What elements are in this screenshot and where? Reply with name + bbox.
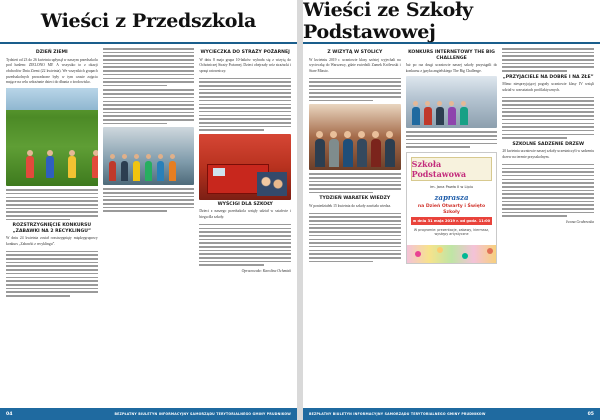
section-title-wyscigi: WYŚCIGI DLA SZKOŁY (217, 201, 273, 207)
text-rozstrzygniecie: W dniu 24 kwietnia został rozstrzygnięty międzygrupowy konkurs „Zabawki z recyklingu”. (6, 236, 98, 246)
left-columns (6, 48, 291, 404)
right-page-title: Wieści ze Szkoły Podstawowej (303, 0, 473, 43)
right-masthead (303, 0, 600, 44)
text-block (502, 48, 594, 72)
text-block (103, 48, 195, 86)
section-title-rozstrzygniecie: ROZSTRZYGNIĘCIE KONKURSU „ZABAWKI NA 2 RECYKLINGU” (12, 223, 92, 234)
text-block (103, 89, 195, 124)
photo-fire-truck (199, 134, 291, 200)
left-masthead (0, 0, 297, 44)
text-block (309, 78, 401, 102)
left-col-1 (6, 48, 98, 404)
poster-school-name: Szkoła Podstawowa (411, 158, 467, 179)
text-block (309, 173, 401, 193)
poster-invite: zaprasza (434, 192, 469, 202)
right-footer (303, 408, 600, 420)
section-title-wizyta: Z WIZYTĄ W STOLICY (327, 50, 383, 55)
left-col-2 (103, 48, 195, 404)
footer-text: BEZPŁATNY BIULETYN INFORMACYJNY SAMORZĄDU TERYTORIALNEGO GMINY PRUDNIKOW (309, 412, 486, 416)
text-tydzien: W poniedziałek 15 kwietnia do szkoły zawitała wiedza. (309, 203, 392, 208)
poster-event: na Dzień Otwarty i Święto Szkoły (417, 203, 486, 215)
right-signature: Iwona Grabowska (566, 220, 595, 225)
section-title-tydzien: TYDZIEŃ WARATEK WIEDZY (319, 196, 391, 202)
text-block (406, 131, 498, 147)
poster-date: w dniu 31 maja 2019 r. od godz. 11:00 (411, 217, 493, 225)
right-columns (309, 48, 594, 404)
text-block (199, 224, 291, 266)
text-wycieczka: W dniu 8 maja grupa 10-latków wybrała się z wizytą do Ochotniczej Straży Pożarnej. Dzieci obejrzały wóz strażacki i sprzęt ratowniczy. (199, 57, 292, 73)
text-block (199, 78, 291, 131)
text-block (103, 188, 195, 212)
right-col-2 (406, 48, 498, 404)
open-day-poster (406, 152, 498, 264)
left-page-title: Wieści z Przedszkola (40, 10, 257, 32)
text-sadzenie: 20 kwietnia uczniowie naszej szkoły uczestniczyli w sadzeniu drzew na terenie przyszkolnym. (502, 149, 595, 160)
text-przyjaciele: Mimo niesprzyjającej pogody uczniowie klasy IV wzięli udział w warsztatach profilaktycznych. (502, 82, 595, 92)
left-signature: Opracowała: Karolina Ochmiak (241, 269, 292, 274)
text-block (309, 213, 401, 263)
left-page (0, 0, 297, 420)
photo-school-group (309, 104, 401, 170)
photo-group (103, 127, 195, 185)
right-col-3 (502, 48, 594, 404)
footer-text: BEZPŁATNY BIULETYN INFORMACYJNY SAMORZĄDU TERYTORIALNEGO GMINY PRUDNIKOW (114, 412, 291, 416)
text-wizyta: W kwietniu 2019 r. uczniowie klasy szóstej wyjechali na wycieczkę do Warszawy, gdzie zwiedzili Zamek Królewski i Stare Miasto. (309, 57, 401, 73)
section-title-konkurs: KONKURS INTERNETOWY THE BIG CHALLENGE (408, 50, 495, 61)
photo-kids-outdoors (6, 88, 98, 186)
text-block (502, 97, 594, 139)
left-col-3 (199, 48, 291, 404)
text-block (6, 251, 98, 297)
poster-description: W programie: prezentacje, zabawy, kiermasz, występy artystyczne (413, 227, 490, 237)
left-page-number: 04 (6, 411, 13, 417)
poster-school-sub: im. Jana Pawła II w Lipiu (429, 184, 474, 189)
section-title-dzien-ziemi: DZIEŃ ZIEMI (35, 50, 68, 55)
photo-classroom (406, 76, 498, 128)
text-dzien-ziemi: Tydzień od 23 do 26 kwietnia upłynął w naszym przedszkolu pod hasłem: ZIELONO MI! A wszystko to z okazji obchodów Dnia Ziemi (22 kwietnia). We wszystkich grupach przedszkolnych prowadzone były w tym czasie zajęcia mające na celu wdrażanie dzieci do dbania o środowisko. (6, 57, 98, 85)
section-title-przyjaciele: „PRZYJACIELE NA DOBRE I NA ZŁE” (502, 74, 594, 80)
text-wyscigi: Dzieci z naszego przedszkola wzięły udział w sztafecie i biegu dla szkoły. (199, 209, 292, 220)
text-konkurs: Już po raz drugi uczniowie naszej szkoły przystąpili do konkursu z języka angielskiego The Big Challenge. (405, 63, 498, 73)
left-footer (0, 408, 297, 420)
right-col-1 (309, 48, 401, 404)
right-page (303, 0, 600, 420)
section-title-sadzenie: SZKOLNE SADZENIE DRZEW (512, 141, 585, 147)
section-title-wycieczka: WYCIECZKA DO STRAŻY POŻARNEJ (200, 50, 290, 55)
right-page-number: 05 (587, 411, 594, 417)
text-block (6, 189, 98, 220)
text-block (502, 164, 594, 217)
